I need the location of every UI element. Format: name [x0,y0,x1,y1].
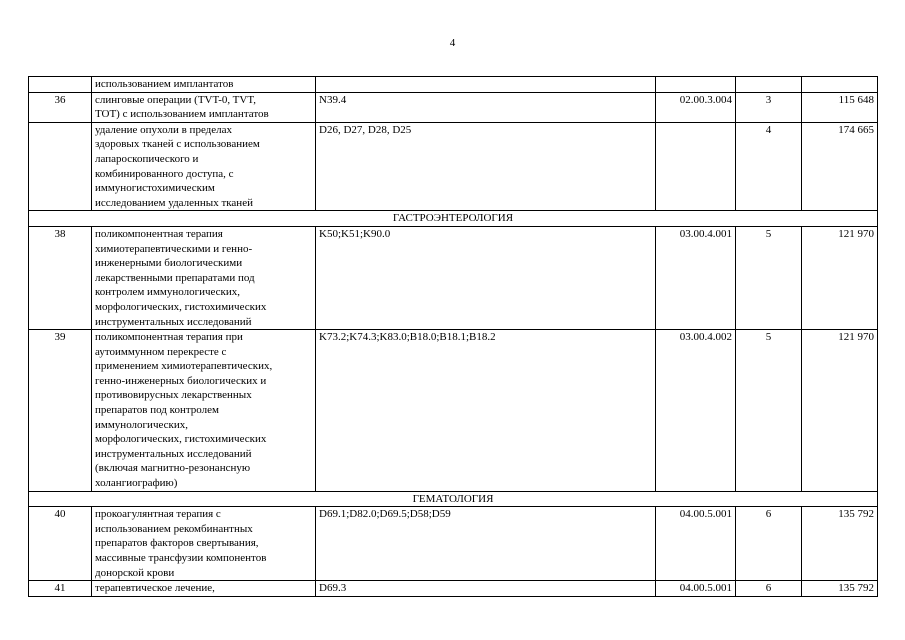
cost-cell [802,77,878,93]
cost-cell: 135 792 [802,507,878,581]
method-name-cell: прокоагулянтная терапия с использованием рекомбинантных препаратов факторов свертывания, массивные трансфузии компонентов донорской крови [92,507,316,581]
group-cell [736,77,802,93]
row-number-cell: 40 [29,507,92,581]
section-header-row [29,211,878,227]
diagnosis-codes-cell [316,77,656,93]
section-title-hematology: ГЕМАТОЛОГИЯ [29,491,878,507]
section-header-row [29,491,878,507]
table-body [29,77,878,597]
table-row [29,92,878,122]
cost-cell: 174 665 [802,122,878,211]
table-row [29,581,878,597]
method-name-cell: поликомпонентная терапия при аутоиммунном перекресте с применением химиотерапевтических, генно-инженерных биологических и противовирусных лекарственных препаратов под контролем иммунологических, морфологических, гистохимических инструментальных исследований (включая магнитно-резонансную холангиографию) [92,330,316,492]
model-code-cell: 04.00.5.001 [656,507,736,581]
row-number-cell: 38 [29,226,92,329]
section-title-gastroenterology: ГАСТРОЭНТЕРОЛОГИЯ [29,211,878,227]
group-cell: 5 [736,330,802,492]
group-cell: 6 [736,581,802,597]
row-number-cell: 36 [29,92,92,122]
group-cell: 6 [736,507,802,581]
table-row [29,77,878,93]
group-cell: 3 [736,92,802,122]
cost-cell: 121 970 [802,330,878,492]
row-number-cell: 39 [29,330,92,492]
method-name-cell: использованием имплантатов [92,77,316,93]
group-cell: 5 [736,226,802,329]
method-name-cell: удаление опухоли в пределах здоровых тканей с использованием лапароскопического и комбинированного доступа, с иммуногистохимическим исследованием удаленных тканей [92,122,316,211]
diagnosis-codes-cell: D69.1;D82.0;D69.5;D58;D59 [316,507,656,581]
model-code-cell: 04.00.5.001 [656,581,736,597]
model-code-cell: 03.00.4.001 [656,226,736,329]
method-name-cell: терапевтическое лечение, [92,581,316,597]
diagnosis-codes-cell: K73.2;K74.3;K83.0;B18.0;B18.1;B18.2 [316,330,656,492]
table-row [29,226,878,329]
diagnosis-codes-cell: D69.3 [316,581,656,597]
group-cell: 4 [736,122,802,211]
model-code-cell: 03.00.4.002 [656,330,736,492]
table-row [29,507,878,581]
diagnosis-codes-cell: D26, D27, D28, D25 [316,122,656,211]
cost-cell: 115 648 [802,92,878,122]
row-number-cell: 41 [29,581,92,597]
method-name-cell: слинговые операции (TVT-0, TVT, TOT) с использованием имплантатов [92,92,316,122]
model-code-cell: 02.00.3.004 [656,92,736,122]
page-number: 4 [449,37,456,49]
diagnosis-codes-cell: K50;K51;K90.0 [316,226,656,329]
model-code-cell [656,77,736,93]
cost-cell: 121 970 [802,226,878,329]
table-row [29,330,878,492]
model-code-cell [656,122,736,211]
row-number-cell [29,77,92,93]
procedures-table [28,76,878,597]
cost-cell: 135 792 [802,581,878,597]
method-name-cell: поликомпонентная терапия химиотерапевтическими и генно- инженерными биологическими лекарственными препаратами под контролем иммунологических, морфологических, гистохимических инструментальных исследований [92,226,316,329]
table-row [29,122,878,211]
diagnosis-codes-cell: N39.4 [316,92,656,122]
row-number-cell [29,122,92,211]
